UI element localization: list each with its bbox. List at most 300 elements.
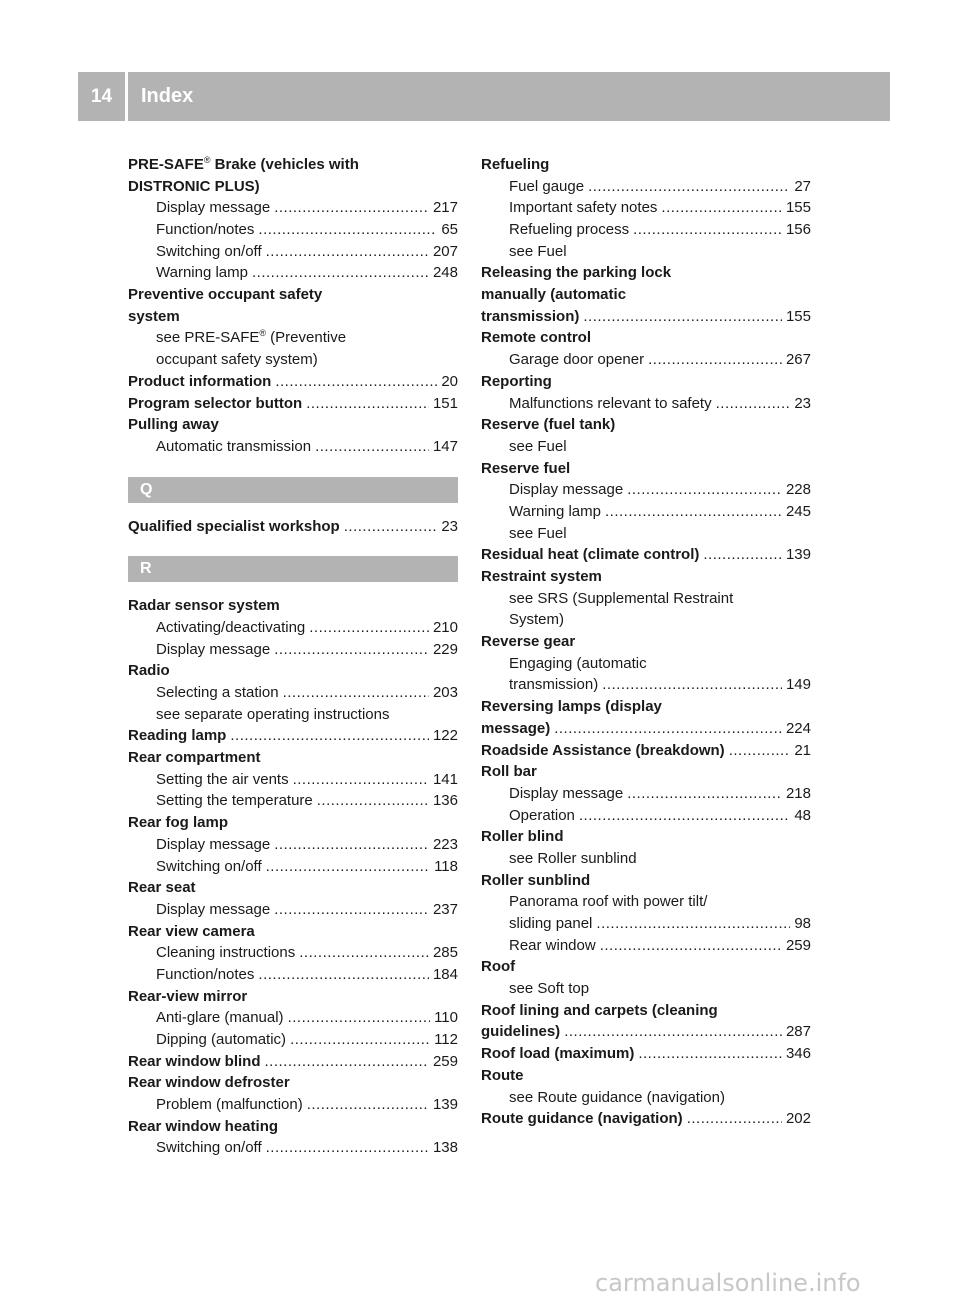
entry-text — [509, 176, 584, 198]
index-entry — [481, 696, 811, 718]
entry-text — [509, 848, 637, 870]
entry-label: Dipping (automatic) — [156, 1031, 287, 1049]
page-reference[interactable]: 151 — [432, 394, 458, 412]
page-reference[interactable]: 155 — [785, 199, 811, 217]
entry-label: Route guidance (navigation) — [481, 1110, 683, 1128]
entry-text — [509, 935, 596, 957]
index-subentry[interactable] — [481, 675, 811, 697]
index-subentry — [481, 978, 811, 1000]
index-entry — [481, 870, 811, 892]
entry-label: Automatic transmission — [156, 437, 312, 455]
entry-text — [509, 653, 647, 675]
dot-leader — [315, 436, 429, 458]
entry-text — [481, 1065, 524, 1087]
entry-label: Radar sensor system — [128, 597, 280, 615]
index-entry — [128, 284, 458, 306]
dot-leader — [266, 241, 429, 263]
section-letter-q: Q — [128, 477, 458, 503]
entry-text — [128, 595, 280, 617]
index-entry — [481, 414, 811, 436]
entry-label: Anti-glare (manual) — [156, 1009, 284, 1027]
entry-text — [128, 747, 261, 769]
entry-text — [481, 414, 615, 436]
entry-text — [509, 523, 567, 545]
entry-label: Rear view camera — [128, 922, 255, 940]
page-reference[interactable]: 218 — [785, 784, 811, 802]
index-subentry[interactable] — [128, 769, 458, 791]
entry-label: Cleaning instructions — [156, 944, 296, 962]
entry-label: Reversing lamps (display — [481, 698, 662, 716]
page-title: Index — [141, 85, 194, 107]
index-entry[interactable] — [481, 740, 811, 762]
entry-label: transmission) — [509, 676, 599, 694]
entry-text — [481, 1108, 683, 1130]
page-reference[interactable]: 65 — [441, 221, 458, 239]
entry-label: Roadside Assistance (breakdown) — [481, 741, 725, 759]
page-reference[interactable]: 259 — [785, 936, 811, 954]
entry-text — [156, 704, 389, 726]
entry-text — [481, 544, 699, 566]
index-subentry[interactable] — [128, 617, 458, 639]
index-subentry — [481, 653, 811, 675]
entry-label-continued: (Preventive — [266, 329, 347, 347]
entry-text — [509, 913, 592, 935]
entry-label: Pulling away — [128, 416, 219, 434]
entry-label-continued: Brake (vehicles with — [210, 155, 359, 173]
dot-leader — [230, 725, 429, 747]
entry-label: see Soft top — [509, 980, 590, 998]
index-subentry[interactable] — [128, 899, 458, 921]
entry-label: see Fuel — [509, 524, 567, 542]
index-entry[interactable] — [481, 1022, 811, 1044]
entry-text — [509, 609, 564, 631]
entry-text — [481, 956, 515, 978]
dot-leader — [564, 1022, 782, 1044]
entry-text — [156, 241, 262, 263]
dot-leader — [290, 1029, 430, 1051]
page-reference[interactable]: 27 — [794, 177, 811, 195]
index-subentry — [481, 1087, 811, 1109]
entry-list — [128, 154, 458, 458]
dot-leader — [648, 349, 782, 371]
entry-label: see PRE-SAFE — [156, 329, 260, 347]
page-reference[interactable]: 112 — [434, 1031, 458, 1049]
entry-label: Important safety notes — [509, 199, 658, 217]
page-reference[interactable]: 346 — [785, 1045, 811, 1063]
index-entry — [128, 306, 458, 328]
index-entry — [481, 1000, 811, 1022]
dot-leader — [583, 306, 782, 328]
entry-list — [128, 595, 458, 1159]
index-entry[interactable] — [128, 516, 458, 538]
entry-text — [156, 639, 270, 661]
index-subentry[interactable] — [481, 501, 811, 523]
page-header — [78, 72, 890, 121]
entry-label: Rear fog lamp — [128, 814, 229, 832]
dot-leader — [309, 617, 429, 639]
index-subentry[interactable] — [481, 393, 811, 415]
dot-leader — [307, 1094, 429, 1116]
page-reference[interactable]: 139 — [785, 546, 811, 564]
index-subentry[interactable] — [128, 856, 458, 878]
entry-text — [481, 458, 570, 480]
entry-label: Reading lamp — [128, 727, 227, 745]
entry-text — [128, 414, 219, 436]
page-reference[interactable]: 224 — [785, 719, 811, 737]
dot-leader — [274, 197, 429, 219]
entry-text — [481, 1022, 560, 1044]
entry-text — [128, 284, 322, 306]
entry-text — [156, 964, 254, 986]
entry-text — [156, 1094, 303, 1116]
entry-label: Setting the air vents — [156, 770, 289, 788]
index-subentry — [481, 523, 811, 545]
page-reference[interactable]: 138 — [432, 1139, 458, 1157]
page-reference[interactable]: 184 — [432, 965, 458, 983]
dot-leader — [344, 516, 438, 538]
index-entry — [128, 414, 458, 436]
entry-text — [156, 942, 295, 964]
index-entry — [128, 154, 458, 176]
dot-leader — [588, 176, 790, 198]
dot-leader — [627, 783, 782, 805]
page-reference[interactable]: 217 — [432, 199, 458, 217]
dot-leader — [274, 834, 429, 856]
page-reference[interactable]: 122 — [432, 727, 458, 745]
entry-label: Refueling — [481, 155, 550, 173]
entry-label: message) — [481, 719, 551, 737]
entry-label: Warning lamp — [509, 502, 601, 520]
entry-text — [128, 660, 170, 682]
dot-leader — [274, 899, 429, 921]
page-reference[interactable]: 20 — [441, 372, 458, 390]
entry-text — [481, 262, 671, 284]
entry-text — [509, 241, 567, 263]
header-divider — [125, 72, 128, 121]
dot-leader — [258, 964, 429, 986]
page-reference[interactable]: 156 — [785, 221, 811, 239]
page-reference[interactable]: 207 — [432, 242, 458, 260]
entry-text — [156, 856, 262, 878]
index-subentry[interactable] — [128, 436, 458, 458]
entry-text — [156, 769, 289, 791]
entry-label: Function/notes — [156, 221, 255, 239]
page-reference[interactable]: 237 — [432, 900, 458, 918]
page-reference[interactable]: 267 — [785, 351, 811, 369]
entry-text — [481, 761, 537, 783]
index-subentry[interactable] — [128, 241, 458, 263]
entry-label: Rear compartment — [128, 749, 261, 767]
index-entry — [128, 595, 458, 617]
entry-text — [156, 219, 254, 241]
entry-text — [128, 306, 180, 328]
entry-text — [128, 986, 247, 1008]
index-subentry[interactable] — [481, 913, 811, 935]
index-entry[interactable] — [481, 1043, 811, 1065]
page-reference[interactable]: 155 — [785, 307, 811, 325]
entry-label: Engaging (automatic — [509, 654, 647, 672]
entry-text — [509, 675, 598, 697]
entry-label: Display message — [156, 199, 271, 217]
entry-text — [128, 1072, 290, 1094]
page-reference[interactable]: 210 — [432, 618, 458, 636]
dot-leader — [258, 219, 437, 241]
index-entry — [128, 747, 458, 769]
entry-label: Operation — [509, 806, 575, 824]
page-reference[interactable]: 229 — [432, 640, 458, 658]
index-entry — [128, 877, 458, 899]
index-entry — [481, 566, 811, 588]
index-subentry[interactable] — [128, 262, 458, 284]
index-entry[interactable] — [128, 1051, 458, 1073]
entry-text — [509, 479, 623, 501]
index-entry[interactable] — [128, 725, 458, 747]
page-reference[interactable]: 23 — [794, 394, 811, 412]
dot-leader — [265, 1051, 429, 1073]
entry-label: Reserve fuel — [481, 459, 571, 477]
entry-label: Rear seat — [128, 879, 196, 897]
entry-label: Rear window — [509, 936, 596, 954]
index-entry[interactable] — [481, 544, 811, 566]
index-entry — [128, 660, 458, 682]
page-reference[interactable]: 118 — [434, 857, 458, 875]
dot-leader — [596, 913, 790, 935]
index-subentry[interactable] — [481, 783, 811, 805]
index-subentry — [128, 704, 458, 726]
entry-text — [128, 812, 228, 834]
entry-label: Switching on/off — [156, 242, 262, 260]
index-entry — [128, 812, 458, 834]
entry-text — [481, 718, 550, 740]
index-subentry[interactable] — [481, 176, 811, 198]
entry-label: manually (automatic — [481, 286, 627, 304]
entry-label: Function/notes — [156, 965, 255, 983]
entry-text — [481, 306, 579, 328]
registered-mark: ® — [259, 328, 267, 339]
entry-text — [156, 349, 318, 371]
page-reference[interactable]: 228 — [785, 481, 811, 499]
dot-leader — [306, 393, 429, 415]
index-entry — [481, 826, 811, 848]
index-entry[interactable] — [481, 306, 811, 328]
dot-leader — [605, 501, 782, 523]
page-reference[interactable]: 141 — [432, 770, 458, 788]
index-entry[interactable] — [128, 371, 458, 393]
entry-text — [481, 1000, 718, 1022]
index-entry — [481, 284, 811, 306]
entry-list — [481, 154, 811, 1130]
page-reference[interactable]: 98 — [794, 915, 811, 933]
entry-label: Residual heat (climate control) — [481, 546, 700, 564]
page-reference[interactable]: 259 — [432, 1052, 458, 1070]
section-letter-r: R — [128, 556, 458, 582]
entry-label: see Roller sunblind — [509, 849, 637, 867]
page-reference[interactable]: 202 — [785, 1110, 811, 1128]
entry-label: System) — [509, 611, 565, 629]
index-subentry[interactable] — [481, 935, 811, 957]
index-subentry — [481, 848, 811, 870]
dot-leader — [627, 479, 782, 501]
entry-text — [509, 219, 629, 241]
page-reference[interactable]: 110 — [434, 1009, 458, 1027]
index-entry[interactable] — [128, 393, 458, 415]
entry-text — [481, 284, 626, 306]
entry-label: PRE-SAFE — [128, 155, 204, 173]
entry-text — [509, 783, 623, 805]
page-reference[interactable]: 48 — [794, 806, 811, 824]
dot-leader — [288, 1007, 431, 1029]
index-subentry[interactable] — [128, 791, 458, 813]
index-column-left — [128, 154, 458, 1159]
entry-label: Program selector button — [128, 394, 303, 412]
index-subentry — [481, 588, 811, 610]
watermark: carmanualsonline.info — [595, 1269, 861, 1297]
entry-label: transmission) — [481, 307, 580, 325]
entry-label: Roof lining and carpets (cleaning — [481, 1001, 718, 1019]
index-subentry[interactable] — [128, 964, 458, 986]
entry-label: Roller sunblind — [481, 871, 591, 889]
index-column-right — [481, 154, 811, 1130]
entry-text — [128, 393, 302, 415]
entry-text — [481, 870, 590, 892]
index-subentry[interactable] — [128, 639, 458, 661]
entry-label: Display message — [509, 481, 624, 499]
entry-text — [156, 791, 313, 813]
index-subentry[interactable] — [128, 1007, 458, 1029]
entry-label: Display message — [509, 784, 624, 802]
index-subentry — [481, 891, 811, 913]
page-reference[interactable]: 285 — [432, 944, 458, 962]
dot-leader — [283, 682, 429, 704]
entry-label: Selecting a station — [156, 684, 279, 702]
page-reference[interactable]: 139 — [432, 1096, 458, 1114]
page-reference[interactable]: 147 — [432, 437, 458, 455]
entry-label: Product information — [128, 372, 272, 390]
index-entry — [481, 328, 811, 350]
page-reference[interactable]: 203 — [432, 684, 458, 702]
page-reference[interactable]: 287 — [785, 1023, 811, 1041]
entry-label: Rear-view mirror — [128, 987, 248, 1005]
index-subentry[interactable] — [128, 1094, 458, 1116]
index-subentry — [481, 436, 811, 458]
entry-label: Restraint system — [481, 568, 602, 586]
index-subentry[interactable] — [128, 1029, 458, 1051]
index-entry[interactable] — [481, 1108, 811, 1130]
index-subentry[interactable] — [128, 1138, 458, 1160]
entry-label: Display message — [156, 900, 271, 918]
page-reference[interactable]: 23 — [441, 517, 458, 535]
index-subentry[interactable] — [481, 197, 811, 219]
entry-text — [156, 328, 346, 350]
index-subentry[interactable] — [481, 349, 811, 371]
index-entry — [481, 631, 811, 653]
dot-leader — [716, 393, 791, 415]
entry-label: see Fuel — [509, 242, 567, 260]
entry-label: Roll bar — [481, 763, 537, 781]
entry-label: Activating/deactivating — [156, 618, 306, 636]
registered-mark: ® — [203, 154, 211, 165]
entry-label: Display message — [156, 835, 271, 853]
entry-label: see Route guidance (navigation) — [509, 1088, 725, 1106]
index-entry — [481, 371, 811, 393]
entry-text — [481, 631, 575, 653]
index-subentry[interactable] — [128, 682, 458, 704]
entry-text — [481, 826, 564, 848]
entry-text — [509, 436, 567, 458]
entry-label: Roof — [481, 958, 516, 976]
index-entry — [128, 921, 458, 943]
index-subentry[interactable] — [128, 942, 458, 964]
index-subentry — [128, 328, 458, 350]
page-reference[interactable]: 248 — [432, 264, 458, 282]
entry-label: see Fuel — [509, 437, 567, 455]
entry-text — [509, 805, 575, 827]
entry-label: Roller blind — [481, 828, 564, 846]
entry-label: Releasing the parking lock — [481, 264, 672, 282]
index-subentry — [128, 349, 458, 371]
entry-label: Reporting — [481, 372, 552, 390]
index-entry — [128, 986, 458, 1008]
dot-leader — [703, 544, 782, 566]
entry-text — [128, 877, 196, 899]
dot-leader — [600, 935, 782, 957]
page-number: 14 — [90, 85, 113, 107]
page-reference[interactable]: 21 — [794, 741, 811, 759]
dot-leader — [579, 805, 790, 827]
dot-leader — [602, 675, 782, 697]
entry-text — [156, 1138, 262, 1160]
entry-text — [156, 436, 311, 458]
page-reference[interactable]: 136 — [432, 792, 458, 810]
entry-label: Display message — [156, 640, 271, 658]
entry-text — [128, 1116, 278, 1138]
entry-label: Fuel gauge — [509, 177, 585, 195]
page-reference[interactable]: 223 — [432, 835, 458, 853]
entry-label: sliding panel — [509, 915, 593, 933]
index-subentry[interactable] — [481, 219, 811, 241]
dot-leader — [266, 1138, 429, 1160]
index-entry — [481, 154, 811, 176]
entry-label: Roof load (maximum) — [481, 1045, 635, 1063]
index-subentry[interactable] — [481, 479, 811, 501]
index-entry[interactable] — [481, 718, 811, 740]
dot-leader — [275, 371, 437, 393]
index-subentry[interactable] — [128, 197, 458, 219]
entry-text — [509, 891, 707, 913]
index-subentry — [481, 241, 811, 263]
entry-label: Rear window heating — [128, 1117, 279, 1135]
entry-text — [509, 393, 712, 415]
entry-text — [156, 1029, 286, 1051]
index-entry — [481, 458, 811, 480]
entry-label: Reserve (fuel tank) — [481, 416, 616, 434]
entry-text — [509, 197, 657, 219]
index-subentry[interactable] — [481, 805, 811, 827]
entry-text — [481, 696, 662, 718]
entry-text — [156, 834, 270, 856]
page-reference[interactable]: 149 — [785, 676, 811, 694]
entry-label: see separate operating instructions — [156, 705, 390, 723]
entry-text — [128, 371, 271, 393]
entry-text — [481, 371, 552, 393]
page-reference[interactable]: 245 — [785, 502, 811, 520]
entry-label: Warning lamp — [156, 264, 248, 282]
index-entry — [481, 262, 811, 284]
entry-label: Problem (malfunction) — [156, 1096, 303, 1114]
index-entry — [128, 1072, 458, 1094]
index-subentry[interactable] — [128, 834, 458, 856]
index-subentry[interactable] — [128, 219, 458, 241]
